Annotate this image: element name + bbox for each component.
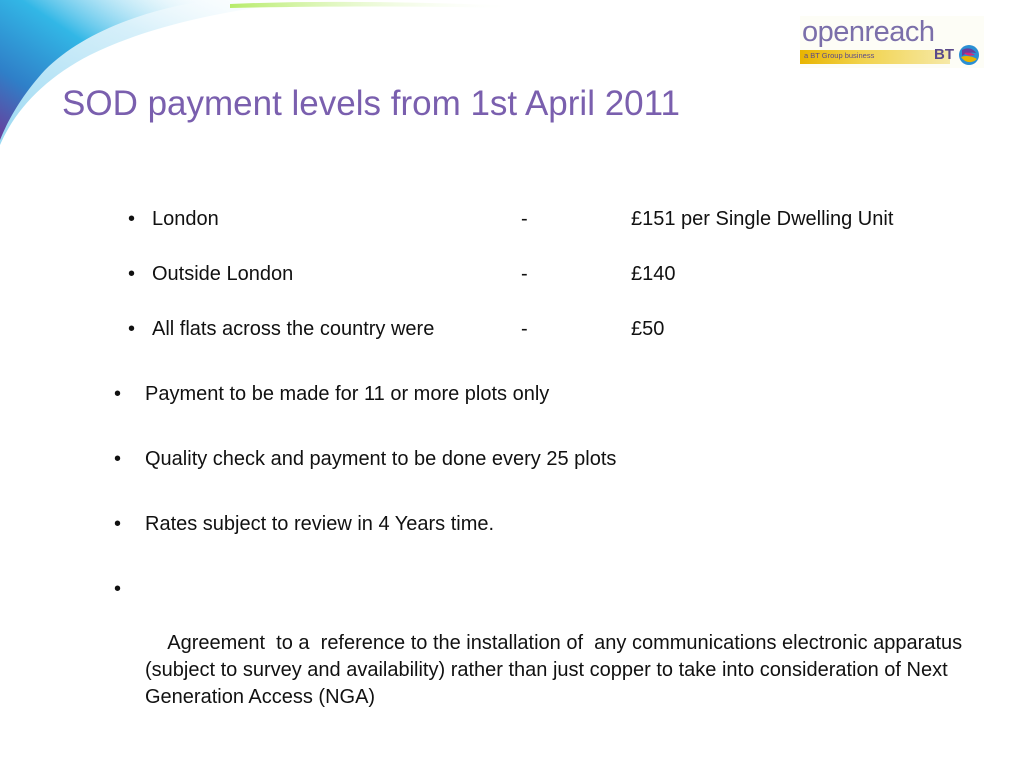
logo-bt-mark: BT [934,46,954,63]
rate-amount: £140 [631,263,676,285]
rate-amount: £151 per Single Dwelling Unit [631,208,894,230]
bullet: • [114,383,122,405]
list-item-text: Quality check and payment to be done every 25 plots [145,448,617,470]
rate-region: Outside London [152,263,294,285]
bt-globe-icon [958,44,980,66]
list-item-text: Rates subject to review in 4 Years time. [145,513,495,535]
bullet: • [114,513,122,535]
list-item [114,381,974,408]
bullet: • [114,448,122,470]
decorative-swoosh [0,0,520,160]
openreach-logo [800,16,984,68]
rate-separator: - [521,318,528,340]
bullet: • [128,263,136,285]
rate-region: All flats across the country were [152,318,435,340]
rate-region: London [152,208,219,230]
bullet: • [128,318,136,340]
logo-tagline: a BT Group business [804,51,875,60]
list-item-text: Payment to be made for 11 or more plots only [145,383,550,405]
list-item [114,511,974,538]
rate-separator: - [521,208,528,230]
slide-title: SOD payment levels from 1st April 2011 [62,84,680,123]
list-item [114,576,974,738]
rate-separator: - [521,263,528,285]
list-item [114,446,974,473]
logo-wordmark: openreach [802,16,935,48]
rate-amount: £50 [631,318,665,340]
list-item-text: Agreement to a reference to the installation of any communications electronic apparatus (subject to survey and availability) rather than just copper to take into consideration of Next Generation Access (NGA) [145,632,968,708]
bullet: • [114,578,122,600]
terms-list [114,381,974,768]
bullet: • [128,208,136,230]
